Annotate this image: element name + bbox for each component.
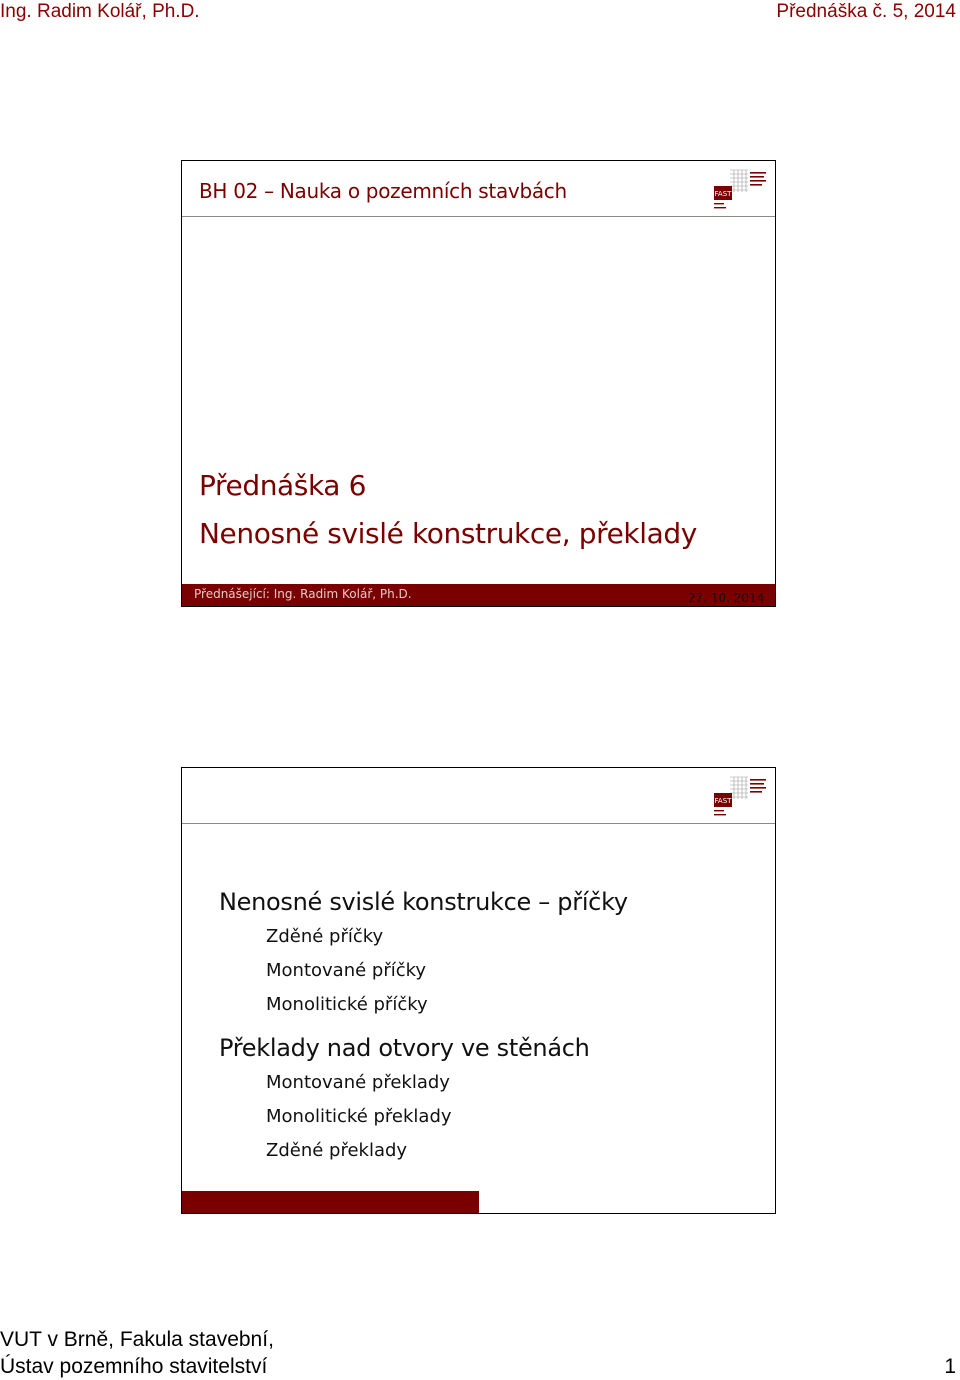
outline-item: Montované příčky: [266, 960, 427, 981]
outline-list: [219, 884, 628, 1168]
footer-institution: VUT v Brně, Fakula stavební,: [0, 1328, 274, 1351]
page-header-author: Ing. Radim Kolář, Ph.D.: [0, 1, 200, 22]
outline-item: Montované překlady: [266, 1072, 450, 1093]
page-number: 1: [944, 1355, 956, 1378]
footer-department: Ústav pozemního stavitelství: [0, 1355, 268, 1378]
lecturer-name: Přednášející: Ing. Radim Kolář, Ph.D.: [194, 587, 412, 601]
lecturer-bar: [182, 584, 775, 606]
logo-text: FAST: [714, 190, 732, 198]
outline-item: Monolitické příčky: [266, 994, 428, 1015]
outline-item: Zděné překlady: [266, 1140, 408, 1161]
fast-logo-icon: [712, 166, 774, 212]
slide-accent-bar: [182, 1191, 479, 1213]
outline-heading: Nenosné svislé konstrukce – příčky: [219, 888, 628, 916]
fast-logo-icon: [712, 773, 774, 819]
course-title: BH 02 – Nauka o pozemních stavbách: [199, 179, 567, 203]
page-header-lecture-ref: Přednáška č. 5, 2014: [776, 1, 956, 22]
title-divider: [182, 216, 775, 217]
logo-text: FAST: [714, 797, 732, 805]
outline-item: Zděné příčky: [266, 926, 384, 947]
slide-title: [181, 160, 776, 607]
lecture-topic: Nenosné svislé konstrukce, překlady: [199, 517, 697, 550]
lecture-date: 27. 10. 2014: [688, 591, 765, 605]
outline-item: Monolitické překlady: [266, 1106, 452, 1127]
lecture-number: Přednáška 6: [199, 469, 366, 502]
outline-heading: Překlady nad otvory ve stěnách: [219, 1034, 590, 1062]
outline-divider: [182, 823, 775, 824]
slide-outline: [181, 767, 776, 1214]
